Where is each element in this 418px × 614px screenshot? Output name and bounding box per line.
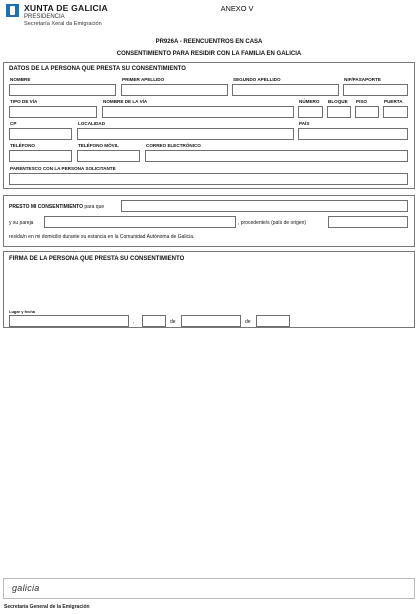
correo-label: CORREO ELECTRÓNICO xyxy=(146,143,201,148)
footer-box xyxy=(3,578,415,599)
localidad-label: LOCALIDAD xyxy=(78,121,106,126)
nif-label: NIF/PASAPORTE xyxy=(344,77,381,82)
puerta-field[interactable] xyxy=(383,106,408,118)
dia-field[interactable] xyxy=(142,315,166,327)
puerta-label: PUERTA xyxy=(384,99,403,104)
piso-field[interactable] xyxy=(355,106,379,118)
telefono-movil-field[interactable] xyxy=(77,150,140,162)
cp-label: CP xyxy=(10,121,17,126)
nombre-field[interactable] xyxy=(9,84,116,96)
telefono-field[interactable] xyxy=(9,150,72,162)
de-text-2: de xyxy=(245,319,251,325)
comma-text: , xyxy=(133,319,135,325)
bloque-label: BLOQUE xyxy=(328,99,348,104)
numero-label: NÚMERO xyxy=(299,99,320,104)
person-section-title: DATOS DE LA PERSONA QUE PRESTA SU CONSENTIMIENTO xyxy=(9,66,186,72)
presto-rest: para que xyxy=(83,204,105,210)
nombre-label: NOMBRE xyxy=(10,77,31,82)
procedure-code: PR926A - REENCUENTROS EN CASA xyxy=(155,39,263,45)
anio-field[interactable] xyxy=(256,315,290,327)
pareja-text: y su pareja xyxy=(9,220,34,226)
nombre-via-field[interactable] xyxy=(102,106,294,118)
nombre-via-label: NOMBRE DE LA VÍA xyxy=(103,99,148,104)
correo-field[interactable] xyxy=(145,150,408,162)
signature-section-title: FIRMA DE LA PERSONA QUE PRESTA SU CONSENTIMIENTO xyxy=(9,256,185,262)
footer-secretaria: Secretaría General de la Emigración xyxy=(4,604,90,610)
annex-label: ANEXO V xyxy=(220,4,254,13)
localidad-field[interactable] xyxy=(77,128,294,140)
dept-name: PRESIDENCIA xyxy=(24,14,65,20)
parentesco-field[interactable] xyxy=(9,173,408,185)
tipo-via-label: TIPO DE VÍA xyxy=(10,99,38,104)
pais-origen-field[interactable] xyxy=(328,216,408,228)
mes-field[interactable] xyxy=(181,315,241,327)
telefono-label: TELÉFONO xyxy=(10,143,36,148)
cp-field[interactable] xyxy=(9,128,72,140)
form-title: CONSENTIMIENTO PARA RESIDIR CON LA FAMILIA EN GALICIA xyxy=(116,51,302,57)
galicia-logo: galicia xyxy=(12,583,40,593)
segundo-apellido-label: SEGUNDO APELLIDO xyxy=(233,77,281,82)
de-text-1: de xyxy=(170,319,176,325)
segundo-apellido-field[interactable] xyxy=(232,84,339,96)
presto-text xyxy=(9,204,104,210)
parentesco-label: PARENTESCO CON LA PERSONA SOLICITANTE xyxy=(10,166,116,171)
primer-apellido-field[interactable] xyxy=(121,84,228,96)
pareja-field[interactable] xyxy=(44,216,236,228)
primer-apellido-label: PRIMER APELLIDO xyxy=(122,77,165,82)
bloque-field[interactable] xyxy=(327,106,351,118)
nif-field[interactable] xyxy=(343,84,408,96)
telefono-movil-label: TELÉFONO MÓVIL xyxy=(78,143,119,148)
lugar-field[interactable] xyxy=(9,315,129,327)
presto-bold: PRESTO MI CONSENTIMIENTO xyxy=(9,204,83,210)
numero-field[interactable] xyxy=(298,106,323,118)
pais-field[interactable] xyxy=(298,128,408,140)
pais-label: PAÍS xyxy=(299,121,310,126)
beneficiario-field[interactable] xyxy=(121,200,408,212)
reside-text: resida/n en mi domicilio durante su estancia en la Comunidad Autónoma de Galicia. xyxy=(9,234,195,240)
tipo-via-field[interactable] xyxy=(9,106,97,118)
lugar-fecha-label: Lugar y fecha xyxy=(9,309,36,314)
piso-label: PISO xyxy=(356,99,367,104)
procedente-text: , procedente/s (país de origen) xyxy=(238,220,307,226)
org-name: XUNTA DE GALICIA xyxy=(24,3,108,13)
secretaria-name: Secretaría Xeral da Emigración xyxy=(24,21,102,27)
